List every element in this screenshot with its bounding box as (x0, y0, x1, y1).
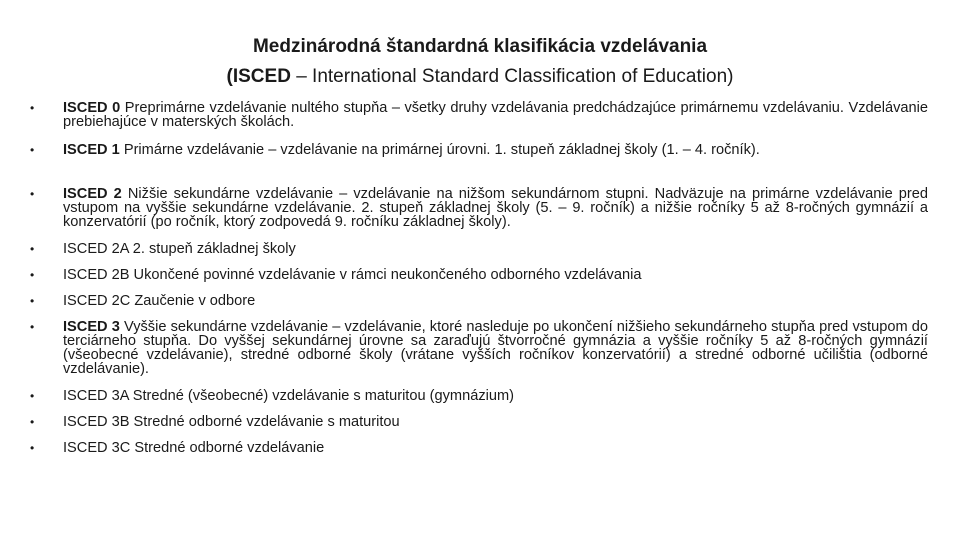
title-line-2 (0, 62, 960, 92)
bullet-icon: • (30, 294, 35, 308)
title-line-1: Medzinárodná štandardná klasifikácia vzdelávania (252, 36, 708, 57)
bullet-icon: • (30, 320, 35, 334)
list-item-isced-3c (30, 441, 928, 455)
bullet-icon: • (30, 187, 35, 201)
page-title (0, 32, 960, 92)
item-code: ISCED 0 (63, 100, 121, 116)
isced-list-top (30, 101, 928, 157)
bullet-icon: • (30, 143, 35, 157)
item-code: ISCED 1 (63, 142, 120, 158)
title-line-2-bold: (ISCED (226, 66, 291, 87)
item-text: ISCED 3C Stredné odborné vzdelávanie (63, 440, 325, 456)
bullet-icon: • (30, 268, 35, 282)
list-item-isced-0 (30, 101, 928, 129)
list-item-isced-3a (30, 389, 928, 403)
item-text: ISCED 3B Stredné odborné vzdelávanie s maturitou (63, 414, 400, 430)
bullet-icon: • (30, 441, 35, 455)
item-text: ISCED 2B Ukončené povinné vzdelávanie v rámci neukončeného odborného vzdelávania (63, 267, 642, 283)
bullet-icon: • (30, 415, 35, 429)
list-item-isced-2a (30, 242, 928, 256)
item-text: ISCED 2A 2. stupeň základnej školy (63, 241, 296, 257)
item-text: ISCED 3A Stredné (všeobecné) vzdelávanie s maturitou (gymnázium) (63, 388, 514, 404)
item-code: ISCED 2 (63, 186, 122, 202)
bullet-icon: • (30, 242, 35, 256)
isced-list-bottom (30, 187, 928, 467)
item-text: ISCED 2C Zaučenie v odbore (63, 293, 256, 309)
title-line-2-rest: – International Standard Classification of Education) (290, 66, 734, 87)
item-code: ISCED 3 (63, 319, 120, 335)
list-item-isced-2 (30, 187, 928, 229)
list-item-isced-1 (30, 143, 928, 157)
bullet-icon: • (30, 101, 35, 115)
item-text: Primárne vzdelávanie – vzdelávanie na primárnej úrovni. 1. stupeň základnej školy (1. – 4. ročník). (119, 142, 760, 158)
bullet-icon: • (30, 389, 35, 403)
item-text: Preprimárne vzdelávanie nultého stupňa – všetky druhy vzdelávania predchádzajúce primárnemu vzdelávaniu. Vzdelávanie prebiehajúce v materských školách. (63, 100, 928, 130)
item-text: Vyššie sekundárne vzdelávanie – vzdelávanie, ktoré nasleduje po ukončení nižšieho sekundárneho stupňa pred vstupom do terciárneho stupňa. Do vyššej sekundárnej úrovne sa zaraďujú štvorročné gymnázia a vyššie ročníky 5 až 8-ročných gymnázií (všeobecné vzdelávanie), stredné odborné školy (vrátane vyšších ročníkov konzervatórií) a stredné odborné učilištia (odborné vzdelávanie). (63, 319, 928, 377)
list-item-isced-3b (30, 415, 928, 429)
list-item-isced-3 (30, 320, 928, 376)
list-item-isced-2c (30, 294, 928, 308)
list-item-isced-2b (30, 268, 928, 282)
item-text: Nižšie sekundárne vzdelávanie – vzdelávanie na nižšom sekundárnom stupni. Nadväzuje na primárne vzdelávanie pred vstupom na vyššie sekundárne vzdelávanie. 2. stupeň základnej školy (5. – 9. ročník) a nižšie ročníky 5 až 8-ročných gymnázií a konzervatórií (po ročník, ktorý zodpovedá 9. ročníku základnej školy). (63, 186, 928, 230)
